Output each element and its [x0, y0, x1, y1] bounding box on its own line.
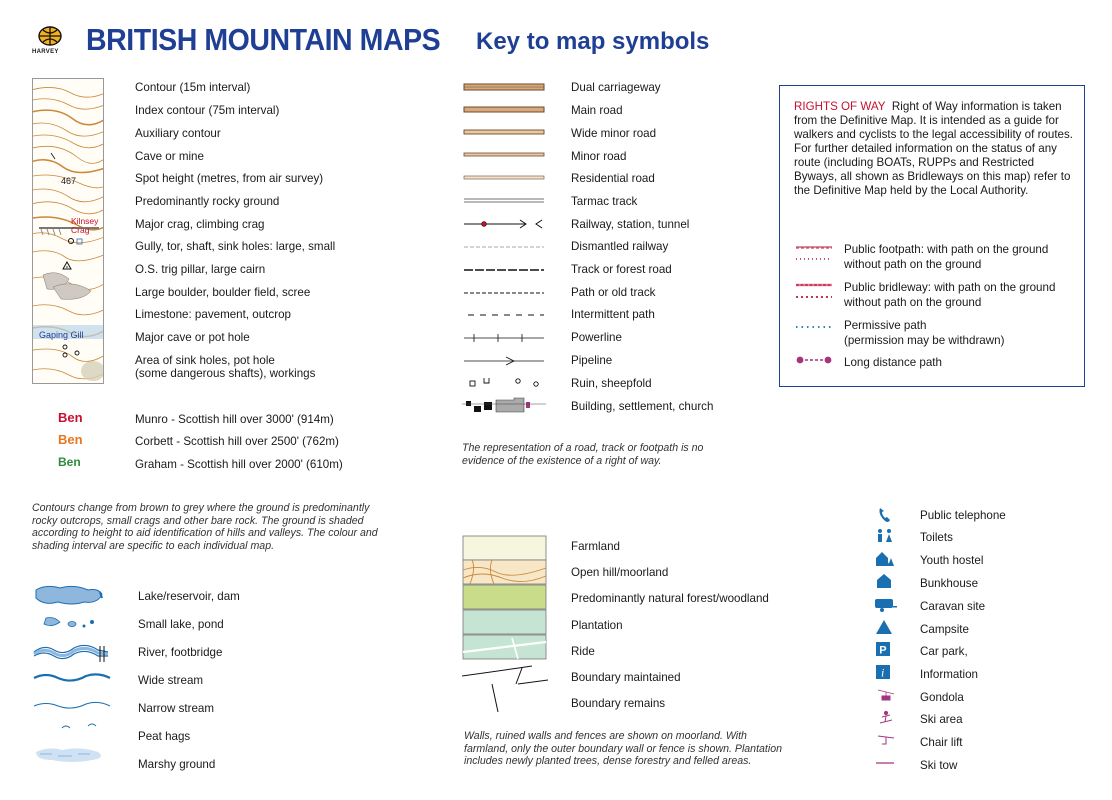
graham-badge: Ben	[58, 455, 81, 469]
legend-item: Gondola	[920, 691, 964, 704]
legend-item: Contour (15m interval)	[135, 81, 251, 94]
page-subtitle: Key to map symbols	[476, 28, 710, 55]
legend-item: Narrow stream	[138, 702, 215, 715]
legend-item: Marshy ground	[138, 758, 216, 771]
legend-item: Building, settlement, church	[571, 400, 714, 413]
legend-item: Chair lift	[920, 736, 963, 749]
legend-item: Railway, station, tunnel	[571, 218, 690, 231]
bridleway-symbol	[794, 281, 834, 303]
road-disclaimer: The representation of a road, track or footpath is no evidence of the existence of a right of way.	[462, 442, 704, 467]
legend-item: Ruin, sheepfold	[571, 377, 652, 390]
legend-item: Public telephone	[920, 509, 1006, 522]
footpath-label-2: without path on the ground	[844, 258, 982, 271]
spot-height-label: 467	[61, 176, 77, 186]
legend-item: Ride	[571, 645, 595, 658]
legend-item: Gully, tor, shaft, sink holes: large, small	[135, 240, 336, 253]
legend-item: Boundary remains	[571, 697, 666, 710]
legend-item: Dual carriageway	[571, 81, 661, 94]
legend-item: Index contour (75m interval)	[135, 104, 280, 117]
legend-item: Peat hags	[138, 730, 191, 743]
legend-item: Powerline	[571, 331, 622, 344]
footpath-symbol	[794, 243, 834, 265]
legend-item: (some dangerous shafts), workings	[135, 367, 316, 380]
legend-item: Small lake, pond	[138, 618, 224, 631]
legend-item: Ski area	[920, 713, 963, 726]
legend-item: Ski tow	[920, 759, 958, 772]
footpath-label: Public footpath: with path on the ground	[844, 243, 1049, 256]
water-symbols	[32, 582, 112, 778]
corbett-badge: Ben	[58, 432, 83, 447]
brand-label: HARVEY	[32, 49, 59, 55]
land-note: Walls, ruined walls and fences are shown on moorland. With farmland, only the outer boundary wall or fence is shown. Plantation includes newly planted trees, dense forestry and felled areas.	[464, 730, 782, 768]
cave-name-label: Gaping Gill	[39, 330, 84, 340]
legend-item: Caravan site	[920, 600, 986, 613]
legend-item: O.S. trig pillar, large cairn	[135, 263, 266, 276]
gondola-icon	[878, 690, 894, 700]
map-sample-strip	[32, 78, 104, 384]
permissive-path-label: Permissive path	[844, 319, 927, 332]
legend-item: River, footbridge	[138, 646, 223, 659]
legend-item: Limestone: pavement, outcrop	[135, 308, 291, 321]
legend-item: Predominantly natural forest/woodland	[571, 592, 769, 605]
rights-of-way-box	[779, 85, 1085, 387]
legend-item: Major cave or pot hole	[135, 331, 250, 344]
phone-icon	[880, 508, 891, 522]
facility-icons	[872, 504, 900, 774]
legend-item: Area of sink holes, pot hole	[135, 354, 275, 367]
legend-item: Car park,	[920, 645, 968, 658]
legend-item: Track or forest road	[571, 263, 672, 276]
legend-item: Main road	[571, 104, 623, 117]
legend-item: Wide minor road	[571, 127, 657, 140]
legend-item: Campsite	[920, 623, 969, 636]
legend-item: Residential road	[571, 172, 655, 185]
legend-item: Tarmac track	[571, 195, 638, 208]
legend-item: Dismantled railway	[571, 240, 669, 253]
page-title-main: BRITISH MOUNTAIN MAPS	[86, 22, 441, 57]
chair-lift-icon	[878, 736, 894, 744]
youth-hostel-icon	[876, 552, 894, 566]
long-distance-path-label: Long distance path	[844, 356, 942, 369]
corbett-label: Corbett - Scottish hill over 2500' (762m)	[135, 435, 339, 448]
long-distance-path-symbol	[794, 353, 834, 365]
road-symbols	[462, 80, 546, 420]
toilets-icon	[878, 529, 892, 542]
bridleway-label: Public bridleway: with path on the ground	[844, 281, 1056, 294]
svg-text:i: i	[881, 665, 885, 680]
legend-item: Spot height (metres, from air survey)	[135, 172, 324, 185]
rights-of-way-heading: RIGHTS OF WAY	[794, 100, 886, 113]
permissive-path-label-2: (permission may be withdrawn)	[844, 334, 1005, 347]
campsite-icon	[876, 620, 892, 634]
crag-name-label: Kilnsey Crag	[71, 216, 99, 235]
legend-item: Toilets	[920, 531, 953, 544]
legend-item: Wide stream	[138, 674, 204, 687]
legend-item: Intermittent path	[571, 308, 655, 321]
caravan-icon	[875, 599, 897, 612]
legend-item: Plantation	[571, 619, 623, 632]
legend-item: Auxiliary contour	[135, 127, 221, 140]
legend-item: Large boulder, boulder field, scree	[135, 286, 311, 299]
munro-label: Munro - Scottish hill over 3000' (914m)	[135, 413, 334, 426]
ski-area-icon	[880, 711, 892, 723]
contour-note: Contours change from brown to grey where the ground is predominantly rocky outcrops, small crags and other bare rock. The ground is shaded according to height to aid identification of hills and valleys. The colour and shading interval are specific to each individual map.	[32, 502, 378, 552]
legend-item: Pipeline	[571, 354, 613, 367]
legend-item: Boundary maintained	[571, 671, 681, 684]
bridleway-label-2: without path on the ground	[844, 296, 982, 309]
legend-item: Lake/reservoir, dam	[138, 590, 240, 603]
legend-item: Cave or mine	[135, 150, 204, 163]
rights-of-way-text	[794, 100, 1076, 198]
permissive-path-symbol	[794, 319, 834, 329]
legend-item: Open hill/moorland	[571, 566, 669, 579]
legend-item: Farmland	[571, 540, 620, 553]
legend-item: Predominantly rocky ground	[135, 195, 280, 208]
legend-item: Bunkhouse	[920, 577, 979, 590]
page-title	[86, 22, 710, 58]
land-symbols	[462, 534, 548, 716]
legend-item: Major crag, climbing crag	[135, 218, 265, 231]
car-park-icon	[876, 642, 890, 657]
legend-item: Minor road	[571, 150, 627, 163]
information-icon	[876, 665, 890, 680]
rights-of-way-body: Right of Way information is taken from the Definitive Map. It is intended as a guide for walkers and cyclists to the legal accessibility of routes. For further detailed information on the status of any route (including BOATs, RUPPs and Restricted Byways, all shown as Bridleways on this map) refer to the Definitive Map held by the Local Authority.	[794, 100, 1074, 197]
graham-label: Graham - Scottish hill over 2000' (610m)	[135, 458, 343, 471]
bunkhouse-icon	[877, 574, 891, 588]
svg-text:P: P	[879, 644, 887, 657]
legend-item: Path or old track	[571, 286, 656, 299]
munro-badge: Ben	[58, 410, 83, 425]
legend-item: Youth hostel	[920, 554, 984, 567]
legend-item: Information	[920, 668, 978, 681]
